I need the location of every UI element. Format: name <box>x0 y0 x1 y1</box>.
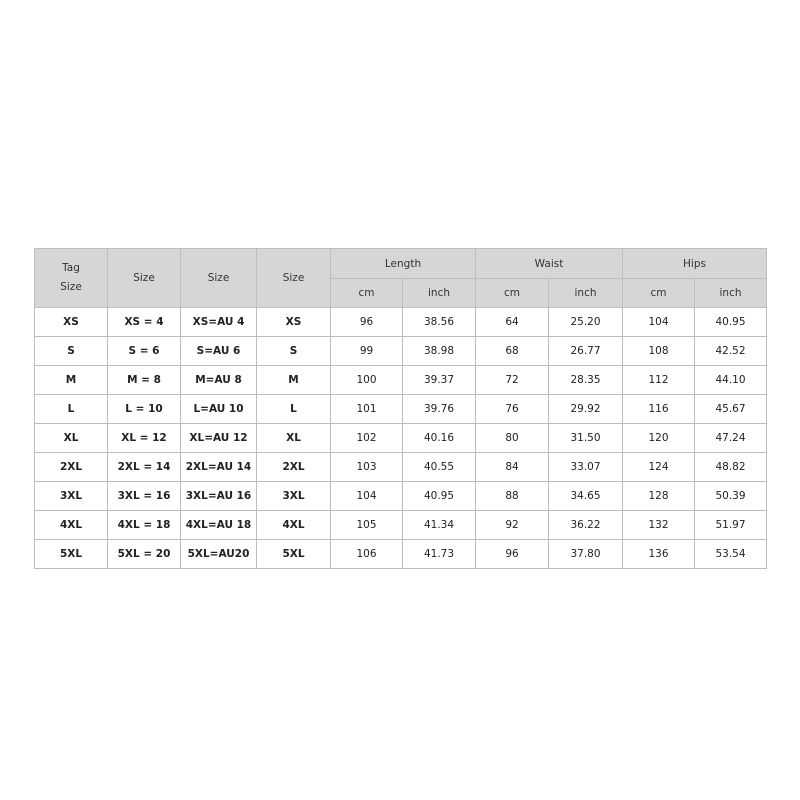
header-waist: Waist <box>476 249 623 279</box>
cell-size-us: 2XL = 14 <box>108 453 181 482</box>
cell-hips-inch: 50.39 <box>695 482 767 511</box>
header-hips-inch: inch <box>695 279 767 308</box>
header-tag-size <box>35 249 108 308</box>
cell-hips-inch: 53.54 <box>695 540 767 569</box>
cell-size-us: XS = 4 <box>108 308 181 337</box>
cell-length-inch: 40.95 <box>403 482 476 511</box>
cell-length-cm: 99 <box>331 337 403 366</box>
cell-waist-inch: 36.22 <box>549 511 623 540</box>
cell-size-us: M = 8 <box>108 366 181 395</box>
table-row <box>35 424 767 453</box>
cell-size-au: 2XL=AU 14 <box>181 453 257 482</box>
cell-waist-cm: 72 <box>476 366 549 395</box>
cell-waist-inch: 29.92 <box>549 395 623 424</box>
table-row <box>35 511 767 540</box>
cell-tag-size: XL <box>35 424 108 453</box>
cell-waist-inch: 26.77 <box>549 337 623 366</box>
cell-waist-cm: 96 <box>476 540 549 569</box>
cell-waist-inch: 25.20 <box>549 308 623 337</box>
cell-hips-inch: 45.67 <box>695 395 767 424</box>
table-row <box>35 482 767 511</box>
cell-length-cm: 102 <box>331 424 403 453</box>
header-hips-cm: cm <box>623 279 695 308</box>
cell-size-au: 3XL=AU 16 <box>181 482 257 511</box>
cell-waist-inch: 37.80 <box>549 540 623 569</box>
cell-size-au: S=AU 6 <box>181 337 257 366</box>
cell-size-us: S = 6 <box>108 337 181 366</box>
cell-length-inch: 38.56 <box>403 308 476 337</box>
cell-length-inch: 38.98 <box>403 337 476 366</box>
cell-size-eu: M <box>257 366 331 395</box>
cell-hips-inch: 44.10 <box>695 366 767 395</box>
size-chart-table <box>34 248 767 569</box>
cell-hips-cm: 128 <box>623 482 695 511</box>
cell-size-eu: 4XL <box>257 511 331 540</box>
cell-waist-inch: 31.50 <box>549 424 623 453</box>
table-row <box>35 366 767 395</box>
cell-size-eu: 3XL <box>257 482 331 511</box>
cell-size-eu: XS <box>257 308 331 337</box>
cell-length-cm: 103 <box>331 453 403 482</box>
cell-length-inch: 40.16 <box>403 424 476 453</box>
cell-tag-size: 4XL <box>35 511 108 540</box>
cell-hips-inch: 40.95 <box>695 308 767 337</box>
cell-size-us: 3XL = 16 <box>108 482 181 511</box>
cell-length-cm: 96 <box>331 308 403 337</box>
cell-waist-inch: 28.35 <box>549 366 623 395</box>
header-length-cm: cm <box>331 279 403 308</box>
header-length-inch: inch <box>403 279 476 308</box>
cell-hips-cm: 108 <box>623 337 695 366</box>
cell-waist-inch: 34.65 <box>549 482 623 511</box>
cell-hips-cm: 120 <box>623 424 695 453</box>
cell-tag-size: 5XL <box>35 540 108 569</box>
cell-size-eu: 5XL <box>257 540 331 569</box>
cell-hips-cm: 136 <box>623 540 695 569</box>
cell-tag-size: 3XL <box>35 482 108 511</box>
header-size-1: Size <box>108 249 181 308</box>
cell-tag-size: XS <box>35 308 108 337</box>
cell-tag-size: S <box>35 337 108 366</box>
cell-waist-cm: 92 <box>476 511 549 540</box>
cell-hips-cm: 112 <box>623 366 695 395</box>
table-header <box>35 249 767 308</box>
table-row <box>35 453 767 482</box>
cell-length-inch: 40.55 <box>403 453 476 482</box>
header-waist-cm: cm <box>476 279 549 308</box>
cell-waist-cm: 84 <box>476 453 549 482</box>
cell-hips-cm: 124 <box>623 453 695 482</box>
cell-length-inch: 41.34 <box>403 511 476 540</box>
cell-size-us: 4XL = 18 <box>108 511 181 540</box>
cell-size-au: M=AU 8 <box>181 366 257 395</box>
table-row <box>35 540 767 569</box>
cell-length-cm: 104 <box>331 482 403 511</box>
cell-size-au: 4XL=AU 18 <box>181 511 257 540</box>
cell-tag-size: 2XL <box>35 453 108 482</box>
cell-hips-cm: 116 <box>623 395 695 424</box>
table-row <box>35 395 767 424</box>
cell-size-us: 5XL = 20 <box>108 540 181 569</box>
cell-size-eu: S <box>257 337 331 366</box>
cell-size-eu: 2XL <box>257 453 331 482</box>
cell-length-cm: 106 <box>331 540 403 569</box>
table-body <box>35 308 767 569</box>
cell-length-inch: 39.37 <box>403 366 476 395</box>
header-length: Length <box>331 249 476 279</box>
cell-size-au: L=AU 10 <box>181 395 257 424</box>
header-waist-inch: inch <box>549 279 623 308</box>
header-size-3: Size <box>257 249 331 308</box>
cell-hips-inch: 47.24 <box>695 424 767 453</box>
header-hips: Hips <box>623 249 767 279</box>
table-row <box>35 308 767 337</box>
cell-waist-cm: 80 <box>476 424 549 453</box>
cell-hips-cm: 132 <box>623 511 695 540</box>
cell-size-us: XL = 12 <box>108 424 181 453</box>
cell-size-au: XL=AU 12 <box>181 424 257 453</box>
table-row <box>35 337 767 366</box>
cell-waist-cm: 68 <box>476 337 549 366</box>
header-tag-line2: Size <box>60 281 82 293</box>
cell-hips-inch: 42.52 <box>695 337 767 366</box>
cell-size-eu: XL <box>257 424 331 453</box>
cell-size-au: XS=AU 4 <box>181 308 257 337</box>
cell-length-inch: 41.73 <box>403 540 476 569</box>
cell-waist-cm: 88 <box>476 482 549 511</box>
header-tag-line1: Tag <box>62 262 80 274</box>
cell-size-au: 5XL=AU20 <box>181 540 257 569</box>
cell-hips-inch: 48.82 <box>695 453 767 482</box>
cell-size-eu: L <box>257 395 331 424</box>
cell-waist-inch: 33.07 <box>549 453 623 482</box>
cell-length-cm: 105 <box>331 511 403 540</box>
cell-length-cm: 100 <box>331 366 403 395</box>
cell-hips-cm: 104 <box>623 308 695 337</box>
cell-waist-cm: 64 <box>476 308 549 337</box>
cell-waist-cm: 76 <box>476 395 549 424</box>
cell-hips-inch: 51.97 <box>695 511 767 540</box>
header-size-2: Size <box>181 249 257 308</box>
cell-length-cm: 101 <box>331 395 403 424</box>
cell-tag-size: M <box>35 366 108 395</box>
cell-length-inch: 39.76 <box>403 395 476 424</box>
cell-size-us: L = 10 <box>108 395 181 424</box>
cell-tag-size: L <box>35 395 108 424</box>
